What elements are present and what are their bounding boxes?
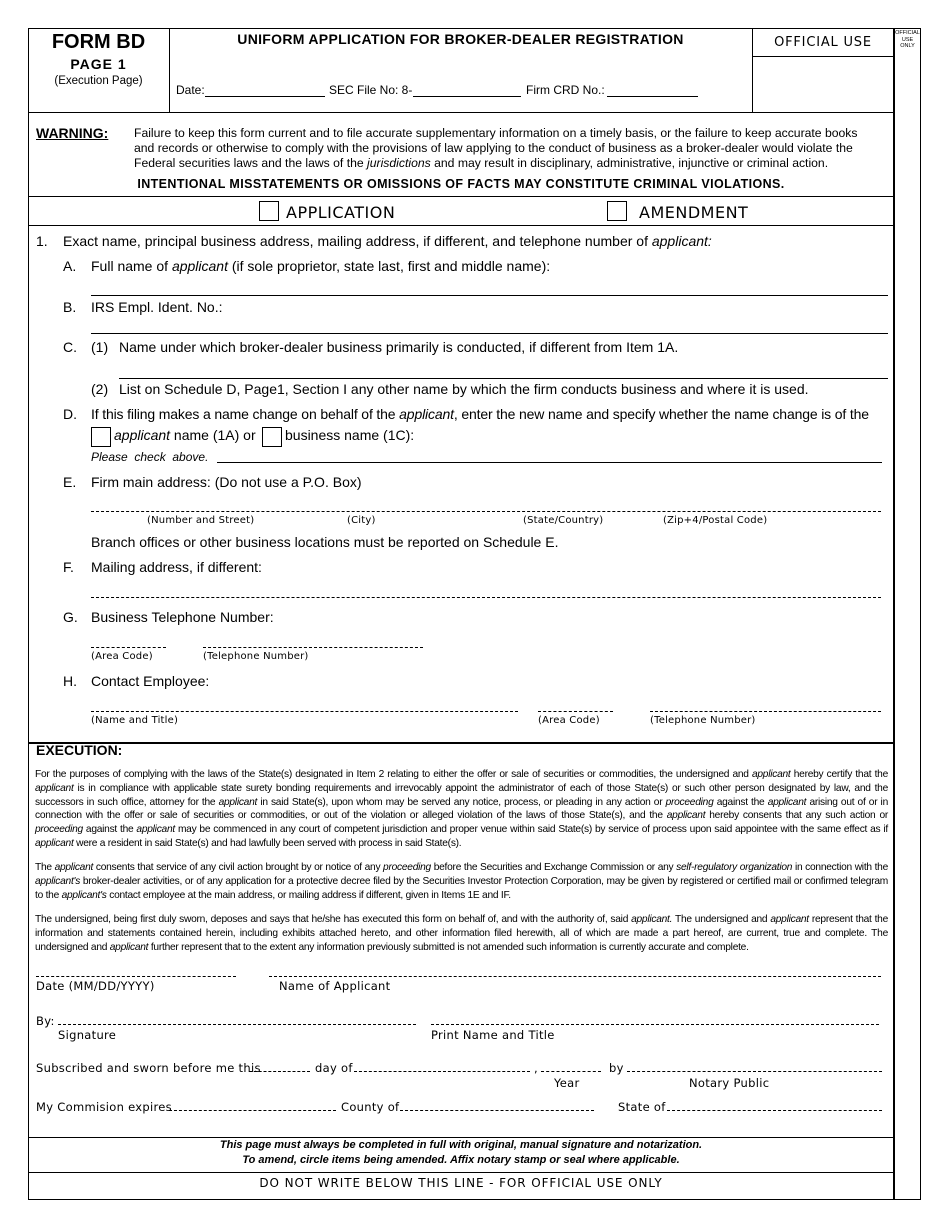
amend-note: To amend, circle items being amended. Affix notary stamp or seal where applicable.	[242, 1154, 680, 1166]
commission-expires-label: My Commision expires	[36, 1100, 172, 1114]
year-sublabel: Year	[554, 1076, 580, 1090]
item1e-letter: E.	[63, 474, 77, 490]
contact-area-code-sublabel: (Area Code)	[538, 715, 600, 726]
commission-expires-field[interactable]	[169, 1110, 336, 1111]
item1h-text: Contact Employee:	[91, 673, 210, 689]
warning-line-3: Federal securities laws and the laws of the jurisdictions and may result in disciplinary, administrative, injunctive or criminal action.	[134, 156, 829, 170]
header-bottom-rule	[28, 112, 894, 113]
state-field[interactable]	[667, 1110, 882, 1111]
item1-number: 1.	[36, 233, 48, 249]
execution-bottom-rule	[28, 1137, 894, 1138]
sworn-day-field[interactable]	[249, 1071, 310, 1072]
branch-offices-note: Branch offices or other business locations must be reported on Schedule E.	[91, 534, 559, 550]
item1e-text: Firm main address: (Do not use a P.O. Box)	[91, 474, 362, 490]
official-use-strip	[894, 28, 921, 1200]
business-name-checkbox[interactable]	[262, 427, 282, 447]
application-checkbox[interactable]	[259, 201, 279, 221]
please-check-above: Please check above.	[91, 450, 209, 464]
sec-file-label: SEC File No: 8-	[329, 83, 413, 97]
applicant-name-field[interactable]	[269, 976, 881, 977]
item1h-letter: H.	[63, 673, 77, 689]
county-label: County of	[341, 1100, 400, 1114]
item1c2-number: (2)	[91, 381, 109, 397]
day-of-label: day of	[315, 1061, 353, 1075]
business-name-option: business name (1C):	[285, 427, 415, 443]
irs-ein-field[interactable]	[91, 333, 888, 334]
firm-crd-label: Firm CRD No.:	[526, 83, 605, 97]
mailing-address-field[interactable]	[91, 597, 881, 598]
zip-sublabel: (Zip+4/Postal Code)	[663, 515, 768, 526]
main-address-field[interactable]	[91, 511, 881, 512]
execution-page-label: (Execution Page)	[54, 75, 143, 87]
state-label: State of	[618, 1100, 666, 1114]
date-label: Date:	[176, 83, 205, 97]
street-sublabel: (Number and Street)	[147, 515, 255, 526]
county-field[interactable]	[400, 1110, 594, 1111]
item1-text: Exact name, principal business address, mailing address, if different, and telephone number of applicant:	[63, 233, 712, 249]
amendment-checkbox[interactable]	[607, 201, 627, 221]
application-label: APPLICATION	[286, 203, 396, 222]
item1b-letter: B.	[63, 299, 77, 315]
execution-paragraph-3: The undersigned, being first duly sworn, deposes and says that he/she has executed this form on behalf of, and with the authority of, said applicant. The undersigned and applicant represent that the information and statements contained herein, including exhibits attached hereto, and other information filed herewith, all of which are made a part hereof, are current, true and complete. The undersigned and applicant further represent that to the extent any information previously submitted is not amended such information is currently accurate and complete.	[35, 914, 889, 953]
new-name-field[interactable]	[217, 462, 882, 463]
amendment-label: AMENDMENT	[639, 203, 749, 222]
contact-telephone-sublabel: (Telephone Number)	[650, 715, 756, 726]
main-title: UNIFORM APPLICATION FOR BROKER-DEALER REGISTRATION	[237, 31, 684, 47]
sworn-month-field[interactable]	[354, 1071, 530, 1072]
item1c-letter: C.	[63, 339, 77, 355]
footer-rule	[28, 1172, 894, 1173]
full-name-field[interactable]	[91, 295, 888, 296]
by-label: By:	[36, 1014, 55, 1028]
name-of-applicant-sublabel: Name of Applicant	[279, 979, 391, 993]
criminal-violations-notice: INTENTIONAL MISSTATEMENTS OR OMISSIONS OF FACTS MAY CONSTITUTE CRIMINAL VIOLATIONS.	[137, 177, 785, 191]
date-field[interactable]	[205, 96, 325, 97]
comma-label: ,	[534, 1061, 538, 1075]
page-label: PAGE 1	[70, 56, 127, 72]
business-name-field[interactable]	[119, 378, 888, 379]
item1g-text: Business Telephone Number:	[91, 609, 274, 625]
signature-sublabel: Signature	[58, 1028, 117, 1042]
item1a-text: Full name of applicant (if sole proprietor, state last, first and middle name):	[91, 258, 551, 274]
item1d-text: If this filing makes a name change on behalf of the applicant, enter the new name and specify whether the name change is of the	[91, 406, 869, 422]
warning-bottom-rule	[28, 196, 894, 197]
official-use-only-label: OFFICIAL USE ONLY	[895, 30, 920, 49]
contact-name-field[interactable]	[91, 711, 518, 712]
official-use-rule	[752, 56, 894, 57]
warning-line-2: and records or otherwise to comply with the provisions of law applying to the conduct of business as a broker-dealer would violate the	[134, 141, 853, 155]
date-sublabel: Date (MM/DD/YYYY)	[36, 979, 155, 993]
subscribed-label: Subscribed and sworn before me this	[36, 1061, 261, 1075]
applicant-name-option: applicant name (1A) or	[114, 427, 256, 443]
item1g-letter: G.	[63, 609, 78, 625]
item1d-letter: D.	[63, 406, 77, 422]
item1b-text: IRS Empl. Ident. No.:	[91, 299, 223, 315]
item1-bottom-rule	[28, 742, 894, 744]
item1f-letter: F.	[63, 559, 74, 575]
area-code-field[interactable]	[91, 647, 166, 648]
execution-label: EXECUTION:	[36, 742, 123, 758]
telephone-field[interactable]	[203, 647, 423, 648]
city-sublabel: (City)	[347, 515, 376, 526]
form-title: FORM BD	[51, 31, 146, 53]
item1c2-text: List on Schedule D, Page1, Section I any other name by which the firm conducts business and where it is used.	[119, 381, 809, 397]
notarization-note: This page must always be completed in full with original, manual signature and notarization.	[219, 1139, 703, 1151]
area-code-sublabel: (Area Code)	[91, 651, 153, 662]
filing-type-bottom-rule	[28, 225, 894, 226]
item1c1-number: (1)	[91, 339, 109, 355]
execution-paragraph-1: For the purposes of complying with the laws of the State(s) designated in Item 2 relating to either the offer or sale of securities or commodities, the undersigned and applicant hereby certify that the applicant is in compliance with applicable state surety bonding requirements and irrevocably appoint the administrator of each of those State(s) or such other person designated by law, and the successors in such office, attorney for the applicant in said State(s), upon whom may be served any notice, process, or pleading in any action or proceeding against the applicant arising out of or in connection with the offer or sale of securities or commodities, or out of the violation or alleged violation of the laws of those State(s), and the applicant hereby consents that any such action or proceeding against the applicant may be commenced in any court of competent jurisdiction and proper venue within said State(s) by service of process upon said appointee with the same effect as if applicant were a resident in said State(s) and had lawfully been served with process in said State(s).	[35, 769, 888, 849]
contact-telephone-field[interactable]	[650, 711, 881, 712]
warning-label: WARNING:	[36, 125, 109, 141]
warning-line-1: Failure to keep this form current and to file accurate supplementary information on a timely basis, or the failure to keep accurate books	[134, 126, 858, 140]
name-title-sublabel: (Name and Title)	[91, 715, 179, 726]
item1c1-text: Name under which broker-dealer business primarily is conducted, if different from Item 1A.	[119, 339, 679, 355]
firm-crd-field[interactable]	[607, 96, 698, 97]
by-notary-label: by	[609, 1061, 624, 1075]
official-use-only-line: DO NOT WRITE BELOW THIS LINE - FOR OFFICIAL USE ONLY	[259, 1176, 663, 1190]
print-name-sublabel: Print Name and Title	[431, 1028, 555, 1042]
telephone-sublabel: (Telephone Number)	[203, 651, 309, 662]
print-name-field[interactable]	[431, 1024, 879, 1025]
item1a-letter: A.	[63, 258, 77, 274]
signature-field[interactable]	[58, 1024, 416, 1025]
item1f-text: Mailing address, if different:	[91, 559, 262, 575]
notary-public-sublabel: Notary Public	[689, 1076, 770, 1090]
applicant-name-checkbox[interactable]	[91, 427, 111, 447]
execution-paragraph-2: The applicant consents that service of any civil action brought by or notice of any proceeding before the Securities and Exchange Commission or any self-regulatory organization in connection with the applicant's broker-dealer activities, or of any application for a protective decree filed by the Securities Investor Protection Corporation, may be given by registered or certified mail or confirmed telegram to the applicant's contact employee at the main address, or mailing address if different, given in Items 1E and IF.	[35, 862, 888, 901]
contact-area-code-field[interactable]	[538, 711, 613, 712]
state-country-sublabel: (State/Country)	[523, 515, 604, 526]
execution-date-field[interactable]	[36, 976, 236, 977]
official-use-label: OFFICIAL USE	[774, 35, 872, 50]
notary-field[interactable]	[627, 1071, 882, 1072]
sworn-year-field[interactable]	[541, 1071, 601, 1072]
sec-file-field[interactable]	[413, 96, 521, 97]
